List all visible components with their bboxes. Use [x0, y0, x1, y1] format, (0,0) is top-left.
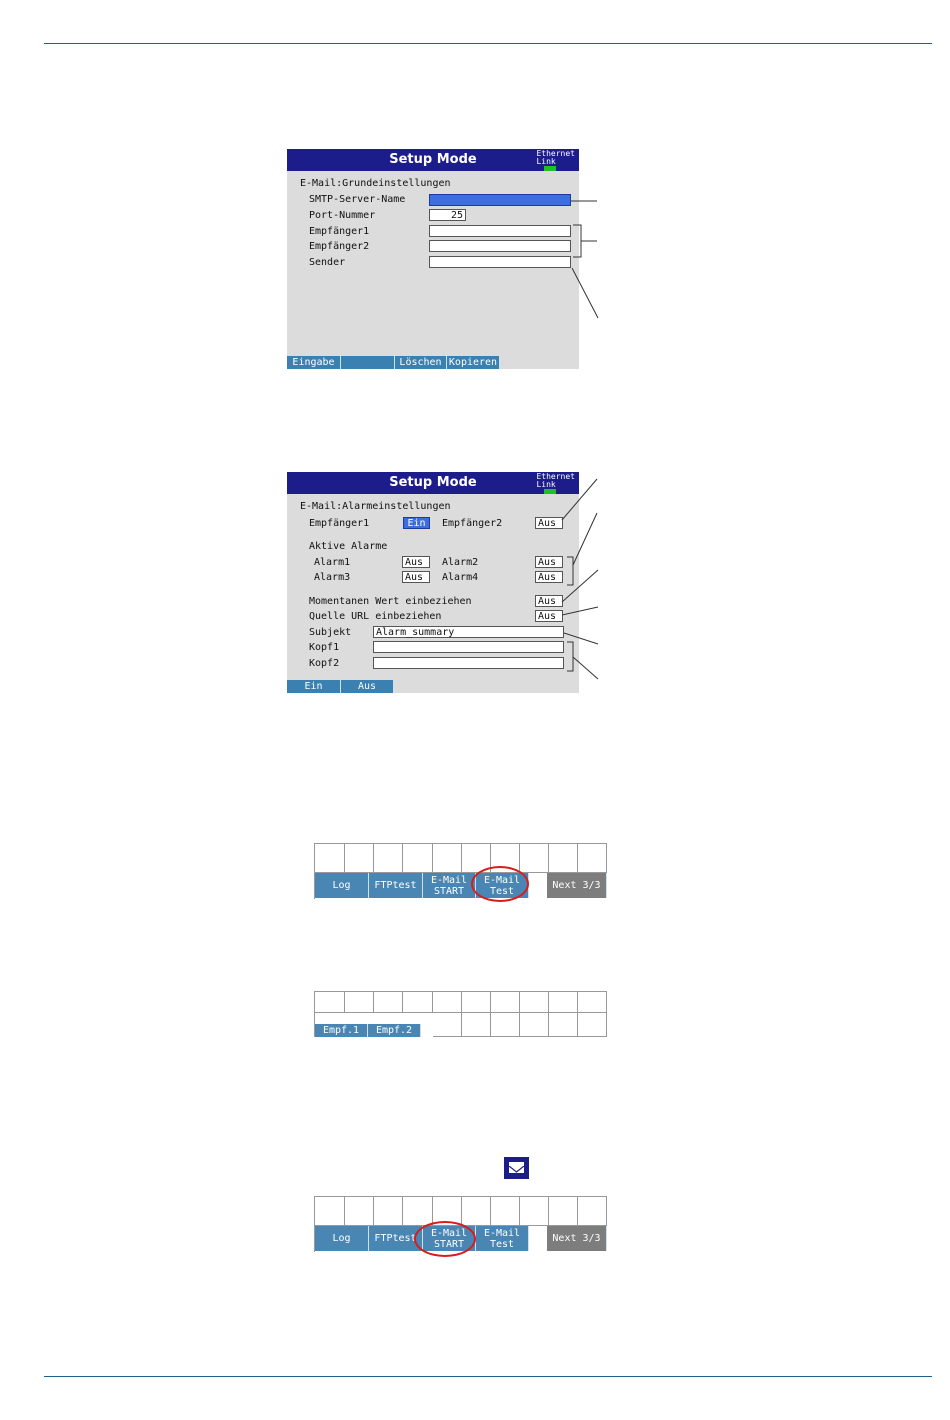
callout-line [573, 657, 598, 679]
softkey-grid-1 [314, 843, 607, 899]
empf1-button[interactable]: Empf.1 [315, 1024, 368, 1037]
quelle-url-toggle[interactable]: Aus [535, 610, 563, 622]
callout-line [562, 479, 597, 520]
empfaenger2-label: Empfänger2 [442, 518, 503, 529]
highlight-circle [414, 1221, 476, 1257]
softkey-aus[interactable]: Aus [341, 680, 394, 693]
softkey-grid-2 [314, 991, 607, 1037]
port-label: Port-Nummer [309, 210, 376, 221]
next-page-button[interactable]: Next 3/3 [547, 873, 607, 898]
section-heading: E-Mail:Grundeinstellungen [300, 178, 451, 189]
alarm2-toggle[interactable]: Aus [535, 556, 563, 568]
callout-line [562, 607, 598, 615]
empf2-button[interactable]: Empf.2 [368, 1024, 421, 1037]
alarm4-toggle[interactable]: Aus [535, 571, 563, 583]
softkey-ein[interactable]: Ein [287, 680, 341, 693]
alarm1-toggle[interactable]: Aus [402, 556, 430, 568]
kopf2-label: Kopf2 [309, 658, 340, 669]
momentan-toggle[interactable]: Aus [535, 595, 563, 607]
empfaenger2-toggle[interactable]: Aus [535, 517, 563, 529]
email-start-button[interactable]: E-Mail START [423, 873, 476, 898]
callout-line [573, 513, 597, 565]
momentan-label: Momentanen Wert einbeziehen [309, 596, 472, 607]
callout-bracket [567, 642, 573, 671]
highlight-circle [471, 866, 529, 902]
alarm3-label: Alarm3 [314, 572, 351, 583]
kopf1-label: Kopf1 [309, 642, 340, 653]
ethernet-status: Ethernet Link [536, 472, 575, 489]
email-test-button[interactable]: E-Mail Test [476, 1226, 529, 1251]
email-start-button[interactable]: E-Mail START [423, 1226, 476, 1251]
softkey-loeschen[interactable]: Löschen [395, 356, 447, 369]
callout-line [572, 268, 598, 318]
empfaenger1-toggle[interactable]: Ein [403, 517, 430, 529]
alarm2-label: Alarm2 [442, 557, 479, 568]
aktive-alarme-label: Aktive Alarme [309, 541, 388, 552]
sender-label: Sender [309, 257, 346, 268]
log-button[interactable]: Log [315, 873, 369, 898]
alarm4-label: Alarm4 [442, 572, 479, 583]
port-field[interactable]: 25 [429, 209, 466, 221]
alarm3-toggle[interactable]: Aus [402, 571, 430, 583]
empfaenger1-label: Empfänger1 [309, 226, 370, 237]
smtp-label: SMTP-Server-Name [309, 194, 406, 205]
ftptest-button[interactable]: FTPtest [369, 873, 423, 898]
subjekt-field[interactable]: Alarm_summary [373, 626, 564, 638]
ftptest-button[interactable]: FTPtest [369, 1226, 423, 1251]
callout-line [562, 570, 598, 602]
ethernet-status: Ethernet Link [536, 149, 575, 166]
email-test-button[interactable]: E-Mail Test [476, 873, 529, 898]
alarm1-label: Alarm1 [314, 557, 351, 568]
empfaenger1-label: Empfänger1 [309, 518, 370, 529]
section-heading: E-Mail:Alarmeinstellungen [300, 501, 451, 512]
softkey-eingabe[interactable]: Eingabe [287, 356, 341, 369]
next-page-button[interactable]: Next 3/3 [547, 1226, 607, 1251]
envelope-icon [504, 1157, 529, 1179]
subjekt-label: Subjekt [309, 627, 352, 638]
softkey-kopieren[interactable]: Kopieren [447, 356, 500, 369]
callout-bracket [573, 225, 581, 257]
callout-bracket [567, 557, 573, 585]
screen-title: Setup Mode [389, 475, 477, 490]
quelle-url-label: Quelle URL einbeziehen [309, 611, 442, 622]
log-button[interactable]: Log [315, 1226, 369, 1251]
empfaenger2-label: Empfänger2 [309, 241, 370, 252]
screen-title: Setup Mode [389, 152, 477, 167]
